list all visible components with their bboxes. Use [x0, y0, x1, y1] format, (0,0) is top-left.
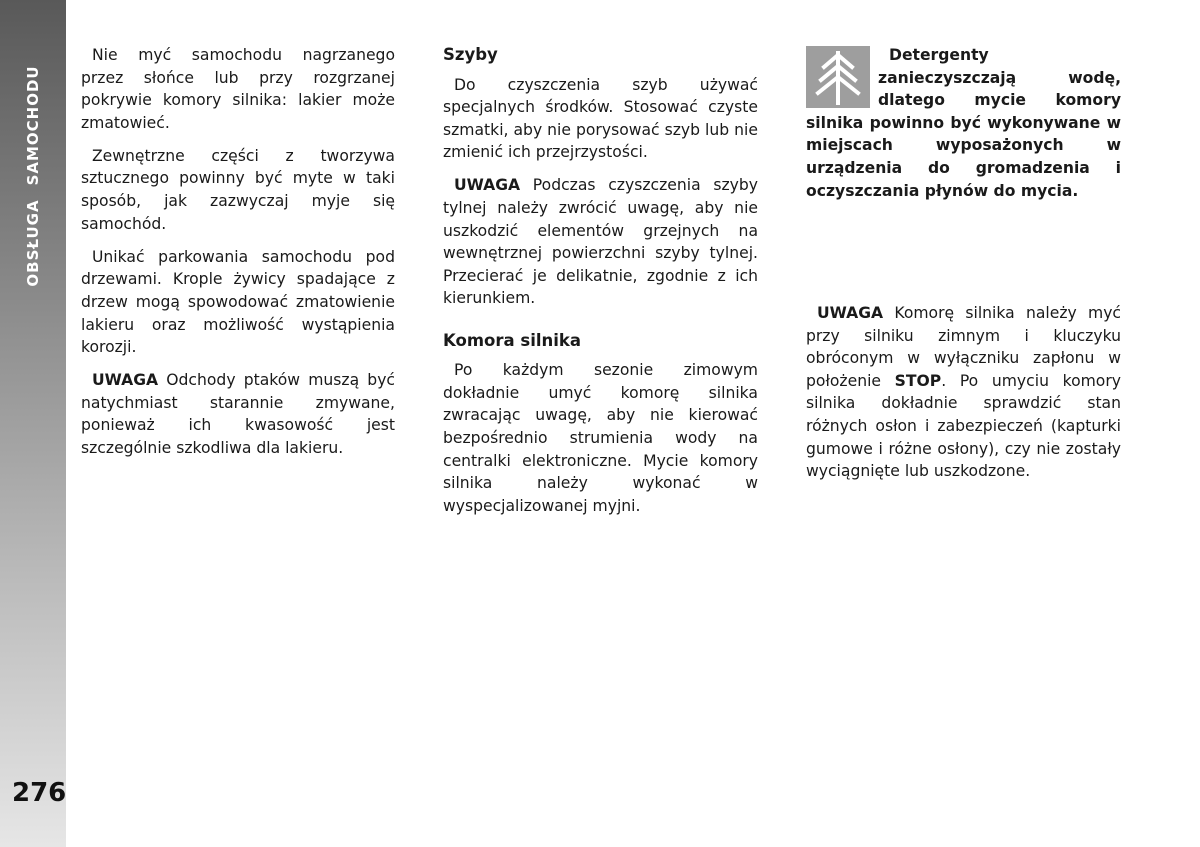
warning-paragraph: [81, 369, 395, 459]
section-heading-windows: Szyby: [443, 45, 498, 64]
paragraph: Po każdym sezonie zimowym dokładnie umyć komorę silnika zwracając uwagę, aby nie kierować bezpośrednio strumienia wody na centralki elektroniczne. Mycie komory silnika należy wykonać w wyspecjalizowanej myjni.: [443, 361, 758, 515]
stop-keyword: STOP: [894, 371, 942, 390]
warning-text-cont: . Po umyciu komory silnika dokładnie sprawdzić stan różnych osłon i zabezpieczeń (kapturki gumowe i różne osłony), czy nie zostały wyciągnięte lub uszkodzone.: [806, 371, 1121, 481]
warning-text: Komorę silnika należy myć przy silniku zimnym i kluczyku obróconym w wyłączniku zapłonu w położenie: [806, 304, 1121, 390]
section-heading-engine-bay: Komora silnika: [443, 330, 582, 350]
environment-warning: Detergenty zanieczyszczają wodę, dlatego mycie komory silnika powinno być wykonywane w miejscach wyposażonych w urządzenia do gromadzenia i oczyszczania płynów do mycia.: [806, 46, 1121, 200]
section-title-word1: OBSŁUGA: [24, 199, 42, 287]
section-title-word2: SAMOCHODU: [24, 65, 42, 186]
paragraph: Zewnętrzne części z tworzywa sztucznego powinny być myte w taki sposób, jak zazwyczaj myje się samochód.: [81, 146, 395, 233]
warning-text: Podczas czyszczenia szyby tylnej należy zwrócić uwagę, aby nie uszkodzić elementów grzejnych na wewnętrznej powierzchni szyby tylnej. Przecierać je delikatnie, zgodnie z ich kierunkiem.: [443, 176, 758, 308]
section-title: [24, 65, 42, 286]
tree-icon: [806, 46, 870, 108]
sidebar: [0, 0, 66, 847]
column-2: [443, 44, 758, 528]
warning-label: UWAGA: [454, 176, 521, 195]
warning-label: UWAGA: [92, 371, 159, 390]
column-1: [81, 44, 395, 470]
warning-paragraph: [443, 174, 758, 310]
warning-paragraph: [806, 302, 1121, 483]
page-number: 276: [12, 778, 67, 808]
warning-label: UWAGA: [817, 304, 884, 322]
paragraph: Nie myć samochodu nagrzanego przez słońce lub przy rozgrzanej pokrywie komory silnika: lakier może zmatowieć.: [81, 46, 395, 132]
paragraph: Do czyszczenia szyb używać specjalnych środków. Stosować czyste szmatki, aby nie porysować szyb lub nie zmienić ich przejrzystości.: [443, 75, 758, 162]
warning-text: Odchody ptaków muszą być natychmiast starannie zmywane, ponieważ ich kwasowość jest szczególnie szkodliwa dla lakieru.: [81, 371, 395, 457]
paragraph: Unikać parkowania samochodu pod drzewami. Krople żywicy spadające z drzew mogą spowodować zmatowienie lakieru oraz możliwość wystąpienia korozji.: [81, 247, 395, 357]
column-3: [806, 44, 1121, 481]
